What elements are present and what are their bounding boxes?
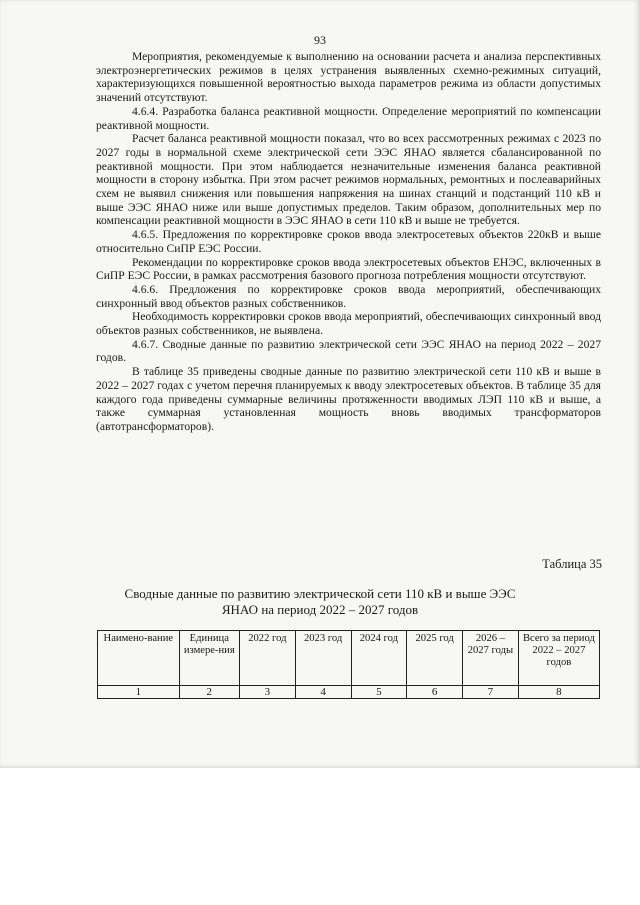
header-unit: Единица измере-ния [179, 631, 239, 686]
section-heading-4-6-7: 4.6.7. Сводные данные по развитию электрической сети ЭЭС ЯНАО на период 2022 – 2027 годов. [96, 337, 601, 365]
table-row [98, 686, 600, 699]
table-header-row [98, 631, 600, 686]
column-number: 5 [351, 686, 407, 699]
column-number: 1 [98, 686, 180, 699]
paragraph: Мероприятия, рекомендуемые к выполнению на основании расчета и анализа перспективных электроэнергетических режимов в целях устранения выявленных схемно-режимных ситуаций, характеризующихся повышенной вероятностью выхода параметров режима из области допустимых значений отсутствуют. [96, 50, 601, 105]
paragraph: Необходимость корректировки сроков ввода мероприятий, обеспечивающих синхронный ввод объектов разных собственников, не выявлена. [96, 310, 601, 338]
header-total: Всего за период 2022 – 2027 годов [518, 631, 599, 686]
column-number: 6 [407, 686, 463, 699]
header-2025: 2025 год [407, 631, 463, 686]
table-title: Сводные данные по развитию электрической сети 110 кВ и выше ЭЭС ЯНАО на период 2022 – 2027 годов [124, 586, 516, 617]
header-2022: 2022 год [239, 631, 295, 686]
header-2024: 2024 год [351, 631, 407, 686]
column-number: 8 [518, 686, 599, 699]
header-name: Наимено-вание [98, 631, 180, 686]
column-number: 4 [295, 686, 351, 699]
table-caption: Таблица 35 [542, 557, 602, 571]
column-number: 2 [179, 686, 239, 699]
section-heading-4-6-5: 4.6.5. Предложения по корректировке сроков ввода электросетевых объектов 220кВ и выше относительно СиПР ЕЭС России. [96, 228, 601, 255]
section-heading-4-6-4: 4.6.4. Разработка баланса реактивной мощности. Определение мероприятий по компенсации реактивной мощности. [96, 104, 601, 132]
summary-table [97, 630, 600, 699]
column-number: 3 [239, 686, 295, 699]
column-number: 7 [463, 686, 519, 699]
document-body [96, 50, 601, 434]
paragraph: В таблице 35 приведены сводные данные по развитию электрической сети 110 кВ и выше в 2022 – 2027 годах с учетом перечня планируемых к вводу электросетевых объектов. В таблице 35 для каждого года приведены суммарные величины протяженности вводимых ЛЭП 110 кВ и выше, а также суммарная установленная мощность вновь вводимых трансформаторов (автотрансформаторов). [96, 365, 601, 433]
page-number: 93 [314, 33, 326, 47]
header-2026-2027: 2026 – 2027 годы [463, 631, 519, 686]
paragraph: Расчет баланса реактивной мощности показал, что во всех рассмотренных режимах с 2023 по 2027 годы в нормальной схеме электрической сети ЭЭС ЯНАО является сбалансированной по реактивной мощности. При этом наблюдается незначительные изменения баланса реактивной мощности в сторону избытка. При этом расчет режимов нормальных, ремонтных и послеаварийных схем не выявил снижения или повышения напряжения на шинах станций и подстанций 110 кВ и выше ЭЭС ЯНАО ниже или выше допустимых пределов. Таким образом, дополнительных мер по компенсации реактивной мощности в ЭЭС ЯНАО в сети 110 кВ и выше не требуется. [96, 132, 601, 228]
paragraph: Рекомендации по корректировке сроков ввода электросетевых объектов ЕНЭС, включенных в СиПР ЕЭС России, в рамках рассмотрения базового прогноза потребления мощности отсутствуют. [96, 255, 601, 283]
section-heading-4-6-6: 4.6.6. Предложения по корректировке сроков ввода мероприятий, обеспечивающих синхронный ввод объектов разных собственников. [96, 282, 601, 310]
header-2023: 2023 год [295, 631, 351, 686]
